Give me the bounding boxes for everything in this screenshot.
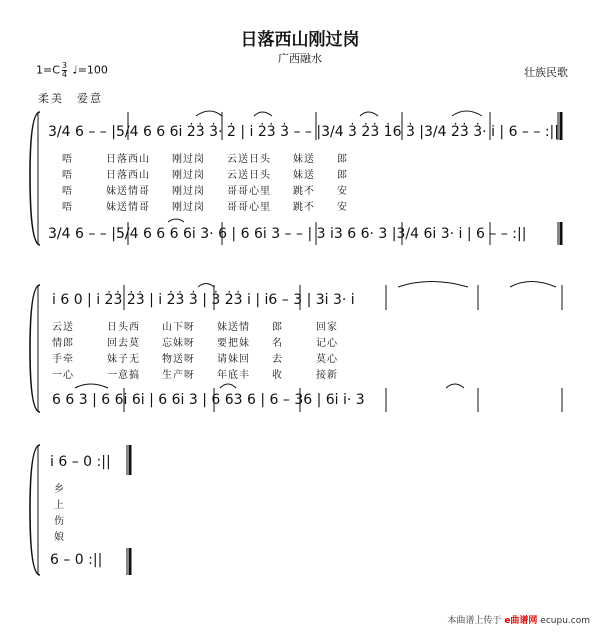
system1-bass: 3/4 6 – – |5/4 6 6 6 6i 3· 6 | 6 6i 3 – – | 3 i3 6 6· 3 |3/4 6i 3· i | 6 – – :||: [48, 226, 527, 242]
footer-uploader: 本曲谱上传于: [447, 616, 502, 626]
expression-label: 柔美 爱意: [38, 92, 103, 105]
system3-lyric-2: 上: [54, 500, 65, 511]
system2-bass: 6 6 3 | 6 6i 6i | 6 6i 3 | 6 63 6 | 6 – 36 | 6i i· 3: [52, 392, 365, 408]
system1-lyric-3: 唔 妹送情哥 刚过岗 哥哥心里 跳不 安: [62, 186, 348, 197]
system2-lyric-1: 云送 日头西 山下呀 妹送情 郎 回家: [52, 322, 338, 333]
system2-lyric-2: 情郎 回去莫 忘妹呀 要把妹 名 记心: [52, 338, 338, 349]
time-top: 3: [61, 61, 67, 70]
footer-site: e曲谱网: [504, 616, 538, 626]
system3-lyric-4: 娘: [54, 532, 65, 543]
system3-melody: i 6 – 0 :||: [50, 454, 111, 470]
origin-label: 壮族民歌: [524, 66, 568, 79]
system2-melody: i 6 0 | i 2̇3̇ 2̇3̇ | i 2̇3̇ 3̇ | 3̇ 2̇3̇ i | i6 – 3 | 3i 3· i: [52, 292, 355, 308]
subtitle: 广西融水: [278, 52, 322, 65]
footer-watermark: [447, 613, 590, 626]
system3-lyric-3: 伤: [54, 516, 65, 527]
key-label: 1=C: [36, 63, 60, 77]
footer-site2: ecupu.com: [540, 616, 590, 626]
time-bottom: 4: [61, 70, 67, 79]
system3-lyric-1: 乡: [54, 484, 65, 495]
system2-lyric-3: 手牵 妹子无 物送呀 请妹回 去 莫心: [52, 354, 338, 365]
system1-lyric-1: 唔 日落西山 刚过岗 云送日头 妹送 郎: [62, 154, 348, 165]
system1-lyric-4: 唔 妹送情哥 刚过岗 哥哥心里 跳不 安: [62, 202, 348, 213]
system2-lyric-4: 一心 一意搞 生产呀 年底丰 收 接新: [52, 370, 338, 381]
system3-bass: 6 – 0 :||: [50, 552, 103, 568]
system1-lyric-2: 唔 日落西山 刚过岗 云送日头 妹送 郎: [62, 170, 348, 181]
system1-melody: 3/4 6 – – |5/4 6 6 6i 2̇3̇ 3̇· 2̇ | i 2̇3̇ 3̇ – – |3/4 3̇ 2̇3̇ 1̇6 3̇ |3/4 2̇3̇ 3̇· i | 6 – – :||: [48, 124, 559, 140]
tempo-label: ♩=100: [72, 63, 108, 77]
page-title: 日落西山刚过岗: [240, 30, 360, 50]
